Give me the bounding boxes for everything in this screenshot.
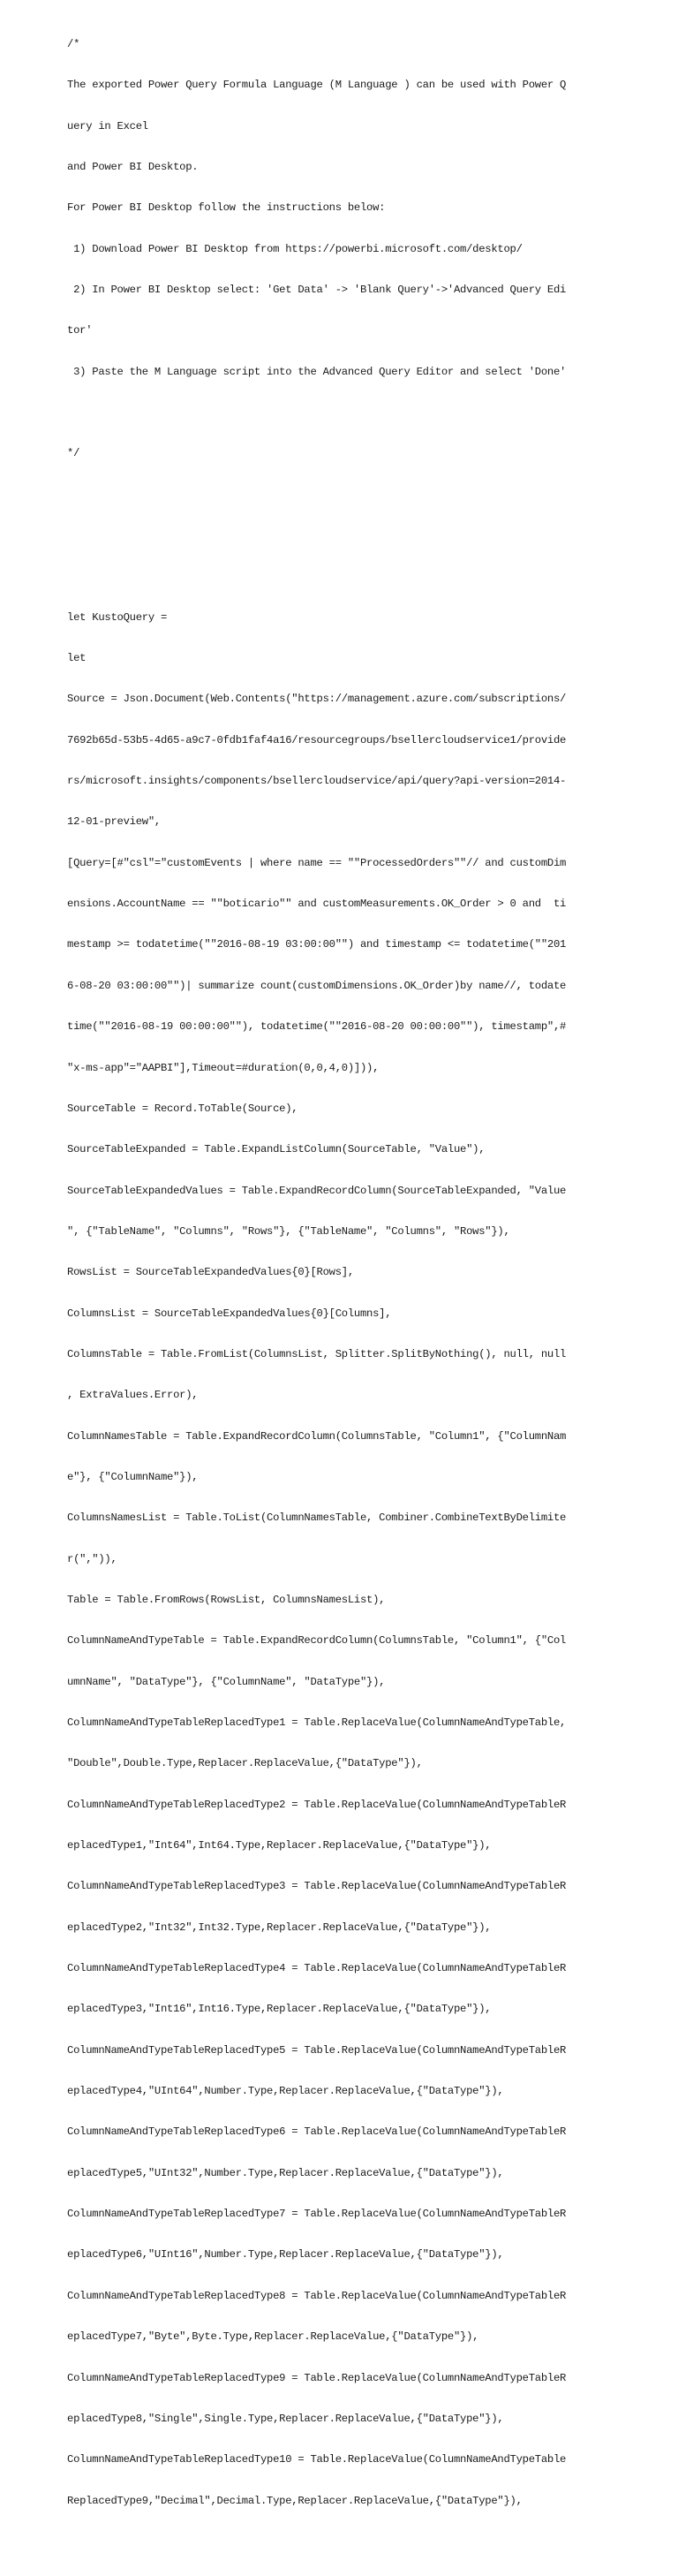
code-line: The exported Power Query Formula Language (M Language ) can be used with Power Q [67,79,567,92]
code-line: eplacedType4,"UInt64",Number.Type,Replacer.ReplaceValue,{"DataType"}), [67,2085,504,2098]
code-line: time(""2016-08-19 00:00:00""), todatetime(""2016-08-20 00:00:00""), timestamp",# [67,1020,567,1034]
code-line: e"}, {"ColumnName"}), [67,1470,199,1483]
code-line: mestamp >= todatetime(""2016-08-19 03:00:00"") and timestamp <= todatetime(""201 [67,938,567,951]
code-line: tor' [67,324,93,337]
code-line: Source = Json.Document(Web.Contents("https://management.azure.com/subscriptions/ [67,693,567,706]
code-line [67,2535,597,2549]
code-line: eplacedType2,"Int32",Int32.Type,Replacer.ReplaceValue,{"DataType"}), [67,1921,492,1934]
code-line: ColumnsNamesList = Table.ToList(ColumnNamesTable, Combiner.CombineTextByDelimite [67,1512,567,1525]
code-line [67,406,597,420]
code-line: RowsList = SourceTableExpandedValues{0}[Rows], [67,1266,354,1279]
code-line: SourceTableExpandedValues = Table.ExpandRecordColumn(SourceTableExpanded, "Value [67,1184,567,1197]
code-line: ColumnNameAndTypeTableReplacedType4 = Table.ReplaceValue(ColumnNameAndTypeTableR [67,1962,567,1975]
code-line: ColumnNameAndTypeTable = Table.ExpandRecordColumn(ColumnsTable, "Column1", {"Col [67,1634,567,1648]
code-line: eplacedType7,"Byte",Byte.Type,Replacer.ReplaceValue,{"DataType"}), [67,2330,479,2344]
code-line: ReplacedType9,"Decimal",Decimal.Type,Replacer.ReplaceValue,{"DataType"}), [67,2494,523,2507]
code-line: For Power BI Desktop follow the instructions below: [67,201,386,215]
code-line: umnName", "DataType"}, {"ColumnName", "DataType"}), [67,1675,386,1688]
code-line: 3) Paste the M Language script into the Advanced Query Editor and select 'Done' [67,365,567,378]
code-line: ColumnNameAndTypeTableReplacedType8 = Table.ReplaceValue(ColumnNameAndTypeTableR [67,2289,567,2302]
code-line: 12-01-preview", [67,815,161,829]
code-line: ColumnNameAndTypeTableReplacedType1 = Table.ReplaceValue(ColumnNameAndTypeTable, [67,1716,567,1729]
code-line: Table = Table.FromRows(RowsList, ColumnsNamesList), [67,1593,386,1606]
code-line: ", {"TableName", "Columns", "Rows"}, {"TableName", "Columns", "Rows"}), [67,1224,510,1238]
code-line: uery in Excel [67,119,148,133]
code-line: and Power BI Desktop. [67,160,199,173]
code-line: ensions.AccountName == ""boticario"" and customMeasurements.OK_Order > 0 and ti [67,898,567,911]
code-line: "Double",Double.Type,Replacer.ReplaceValue,{"DataType"}), [67,1757,423,1770]
code-line: eplacedType8,"Single",Single.Type,Replacer.ReplaceValue,{"DataType"}), [67,2412,504,2425]
code-line: 1) Download Power BI Desktop from https://powerbi.microsoft.com/desktop/ [67,242,523,255]
code-line: let KustoQuery = [67,610,168,624]
code-line: ColumnNamesTable = Table.ExpandRecordColumn(ColumnsTable, "Column1", {"ColumnNam [67,1429,567,1443]
code-line: ColumnNameAndTypeTableReplacedType3 = Table.ReplaceValue(ColumnNameAndTypeTableR [67,1880,567,1893]
code-line: 2) In Power BI Desktop select: 'Get Data' -> 'Blank Query'->'Advanced Query Edi [67,283,567,296]
code-line: "x-ms-app"="AAPBI"],Timeout=#duration(0,0,4,0)])), [67,1061,380,1074]
code-line: /* [67,37,80,50]
code-line: ColumnNameAndTypeTableReplacedType6 = Table.ReplaceValue(ColumnNameAndTypeTableR [67,2125,567,2139]
code-line: , ExtraValues.Error), [67,1389,199,1402]
code-line: eplacedType6,"UInt16",Number.Type,Replacer.ReplaceValue,{"DataType"}), [67,2248,504,2262]
code-block [67,11,597,2576]
code-line: SourceTableExpanded = Table.ExpandListColumn(SourceTable, "Value"), [67,1143,486,1156]
code-line [67,570,597,583]
code-line: 6-08-20 03:00:00"")| summarize count(customDimensions.OK_Order)by name//, todate [67,979,567,992]
code-line: [Query=[#"csl"="customEvents | where name == ""ProcessedOrders""// and customDim [67,856,567,869]
code-line: eplacedType3,"Int16",Int16.Type,Replacer.ReplaceValue,{"DataType"}), [67,2003,492,2016]
code-line: ColumnNameAndTypeTableReplacedType10 = Table.ReplaceValue(ColumnNameAndTypeTable [67,2453,567,2466]
code-line: ColumnsList = SourceTableExpandedValues{0}[Columns], [67,1307,392,1320]
code-line [67,489,597,502]
code-line [67,529,597,542]
code-line: ColumnNameAndTypeTableReplacedType7 = Table.ReplaceValue(ColumnNameAndTypeTableR [67,2208,567,2221]
code-line: ColumnNameAndTypeTableReplacedType2 = Table.ReplaceValue(ColumnNameAndTypeTableR [67,1798,567,1811]
code-line: ColumnNameAndTypeTableReplacedType9 = Table.ReplaceValue(ColumnNameAndTypeTableR [67,2371,567,2384]
code-line: eplacedType1,"Int64",Int64.Type,Replacer.ReplaceValue,{"DataType"}), [67,1839,492,1852]
code-line: r(",")), [67,1552,117,1565]
code-line: SourceTable = Record.ToTable(Source), [67,1102,298,1115]
code-line: rs/microsoft.insights/components/bsellercloudservice/api/query?api-version=2014- [67,775,567,788]
code-line: let [67,652,87,665]
code-line: ColumnsTable = Table.FromList(ColumnsList, Splitter.SplitByNothing(), null, null [67,1347,567,1360]
code-line: ColumnNameAndTypeTableReplacedType5 = Table.ReplaceValue(ColumnNameAndTypeTableR [67,2043,567,2057]
code-line: 7692b65d-53b5-4d65-a9c7-0fdb1faf4a16/resourcegroups/bsellercloudservice1/provide [67,733,567,746]
code-line: eplacedType5,"UInt32",Number.Type,Replacer.ReplaceValue,{"DataType"}), [67,2166,504,2179]
code-line: */ [67,447,80,460]
